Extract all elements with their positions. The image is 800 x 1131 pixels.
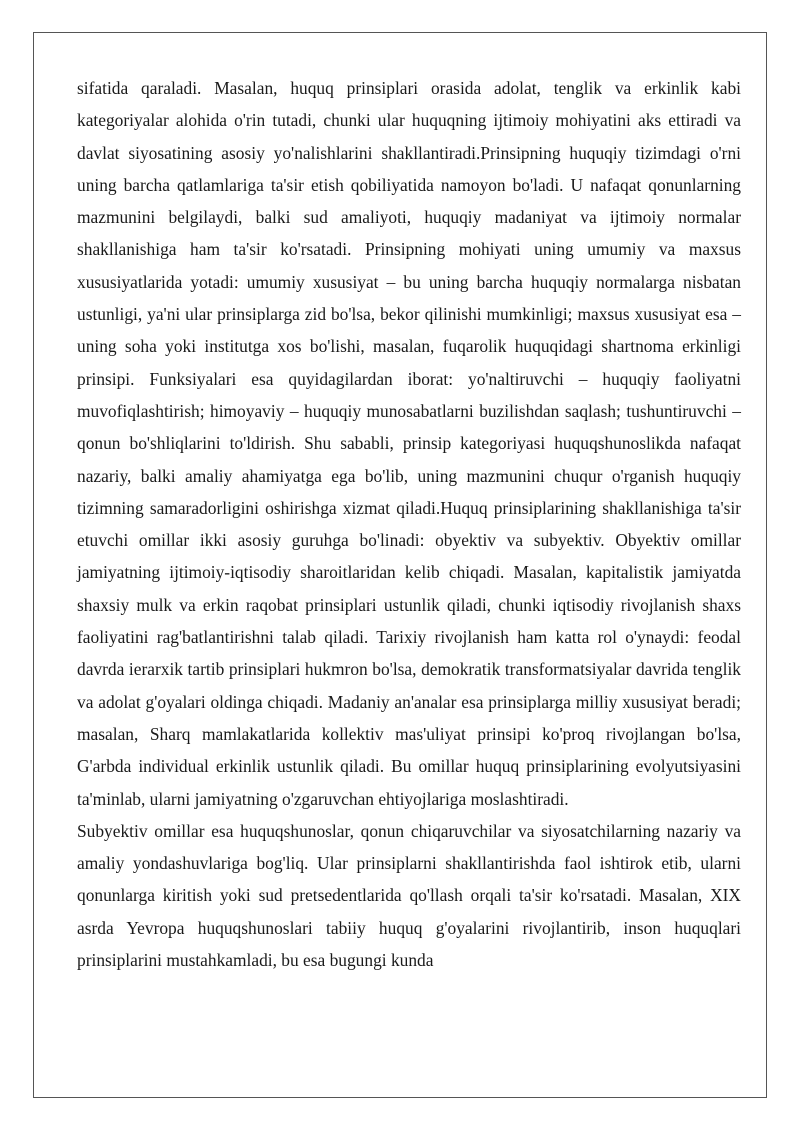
paragraph: Subyektiv omillar esa huquqshunoslar, qonun chiqaruvchilar va siyosatchilarning nazariy va amaliy yondashuvlariga bog'liq. Ular prinsiplarni shakllantirishda faol ishtirok etib, ularni qonunlarga kiritish yoki sud pretsedentlarida qo'llash orqali ta'sir ko'rsatadi. Masalan, XIX asrda Yevropa huquqshunoslari tabiiy huquq g'oyalarini rivojlantirib, inson huquqlari prinsiplarini mustahkamladi, bu esa bugungi kunda	[77, 820, 741, 971]
paragraph: sifatida qaraladi. Masalan, huquq prinsiplari orasida adolat, tenglik va erkinlik kabi kategoriyalar alohida o'rin tutadi, chunki ular huquqning ijtimoiy mohiyatini aks ettiradi va davlat siyosatining asosiy yo'nalishlarini shakllantiradi.Prinsipning huquqiy tizimdagi o'rni uning barcha qatlamlariga ta'sir etish qobiliyatida namoyon bo'ladi. U nafaqat qonunlarning mazmunini belgilaydi, balki sud amaliyoti, huquqiy madaniyat va ijtimoiy normalar shakllanishiga ham ta'sir ko'rsatadi. Prinsipning mohiyati uning umumiy va maxsus xususiyatlarida yotadi: umumiy xususiyat – bu uning barcha huquqiy normalarga nisbatan ustunligi, ya'ni ular prinsiplarga zid bo'lsa, bekor qilinishi mumkinligi; maxsus xususiyat esa – uning soha yoki institutga xos bo'lishi, masalan, fuqarolik huquqidagi shartnoma erkinligi prinsipi. Funksiyalari esa quyidagilardan iborat: yo'naltiruvchi – huquqiy faoliyatni muvofiqlashtirish; himoyaviy – huquqiy munosabatlarni buzilishdan saqlash; tushuntiruvchi – qonun bo'shliqlarini to'ldirish. Shu sababli, prinsip kategoriyasi huquqshunoslikda nafaqat nazariy, balki amaliy ahamiyatga ega bo'lib, uning mazmunini chuqur o'rganish huquqiy tizimning samaradorligini oshirishga xizmat qiladi.Huquq prinsiplarining shakllanishiga ta'sir etuvchi omillar ikki asosiy guruhga bo'linadi: obyektiv va subyektiv. Obyektiv omillar jamiyatning ijtimoiy-iqtisodiy sharoitlaridan kelib chiqadi. Masalan, kapitalistik jamiyatda shaxsiy mulk va erkin raqobat prinsiplari ustunlik qiladi, chunki iqtisodiy rivojlanish shaxs faoliyatini rag'batlantirishni talab qiladi. Tarixiy rivojlanish ham katta rol o'ynaydi: feodal davrda ierarxik tartib prinsiplari hukmron bo'lsa, demokratik transformatsiyalar davrida tenglik va adolat g'oyalari oldinga chiqadi. Madaniy an'analar esa prinsiplarga milliy xususiyat beradi; masalan, Sharq mamlakatlarida kollektiv mas'uliyat prinsipi ko'proq rivojlangan bo'lsa, G'arbda individual erkinlik ustunlik qiladi. Bu omillar huquq prinsiplarining evolyutsiyasini ta'minlab, ularni jamiyatning o'zgaruvchan ehtiyojlariga moslashtiradi.	[77, 78, 741, 809]
document-body	[77, 72, 741, 976]
